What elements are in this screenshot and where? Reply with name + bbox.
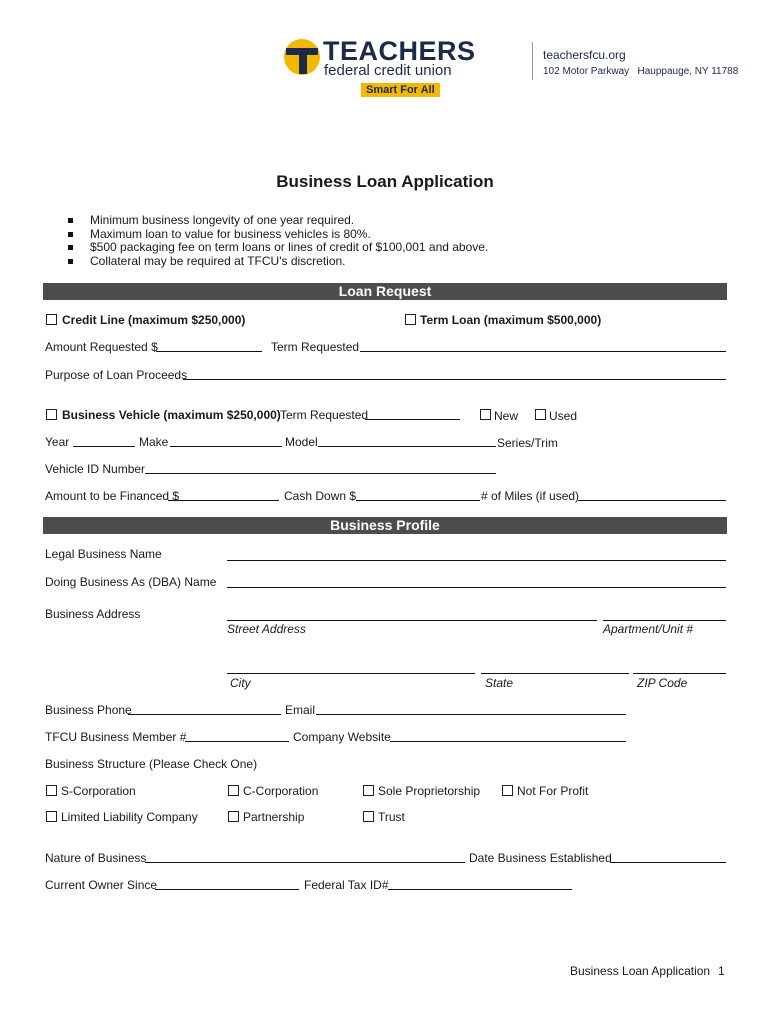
city-field[interactable] [227, 673, 475, 674]
c-corp-label: C-Corporation [243, 784, 319, 798]
used-label: Used [549, 409, 578, 423]
c-corp-checkbox[interactable] [228, 785, 239, 796]
amount-requested-label: Amount Requested $ [45, 340, 158, 354]
phone-field[interactable] [128, 714, 281, 715]
llc-label: Limited Liability Company [61, 810, 198, 824]
business-profile-heading: Business Profile [43, 517, 727, 534]
email-field[interactable] [316, 714, 626, 715]
state-field[interactable] [481, 673, 629, 674]
purpose-field[interactable] [183, 379, 726, 380]
legal-name-label: Legal Business Name [45, 547, 162, 561]
cash-down-label: Cash Down $ [284, 489, 357, 503]
series-label: Series/Trim [497, 436, 558, 450]
used-checkbox[interactable] [535, 409, 546, 420]
structure-label: Business Structure (Please Check One) [45, 757, 258, 771]
trust-label: Trust [378, 810, 405, 824]
owner-since-label: Current Owner Since [45, 878, 158, 892]
miles-field[interactable] [578, 500, 726, 501]
amount-financed-label: Amount to be Financed $ [45, 489, 180, 503]
model-field[interactable] [318, 446, 496, 447]
street-caption: Street Address [227, 622, 306, 636]
list-item: Collateral may be required at TFCU's discretion. [68, 255, 488, 269]
term-requested-field[interactable] [360, 351, 726, 352]
term-requested-label: Term Requested [271, 340, 360, 354]
page-title: Business Loan Application [276, 172, 494, 191]
miles-label: # of Miles (if used) [481, 489, 580, 503]
member-label: TFCU Business Member # [45, 730, 187, 744]
llc-checkbox[interactable] [46, 811, 57, 822]
address-label: Business Address [45, 607, 141, 621]
apt-field[interactable] [603, 620, 726, 621]
website-field[interactable] [390, 741, 626, 742]
sole-prop-label: Sole Proprietorship [378, 784, 481, 798]
header-address: 102 Motor Parkway Hauppauge, NY 11788 [543, 66, 739, 77]
vin-field[interactable] [145, 473, 496, 474]
page-number: 1 [718, 964, 725, 978]
state-caption: State [485, 676, 514, 690]
header-website: teachersfcu.org [543, 48, 626, 62]
zip-field[interactable] [633, 673, 726, 674]
dba-field[interactable] [227, 587, 726, 588]
date-est-label: Date Business Established [469, 851, 612, 865]
business-vehicle-label: Business Vehicle (maximum $250,000) [62, 408, 281, 422]
footer-label: Business Loan Application [570, 964, 711, 978]
website-label: Company Website [293, 730, 391, 744]
nfp-label: Not For Profit [517, 784, 589, 798]
list-item: Minimum business longevity of one year required. [68, 214, 488, 228]
logo-name: TEACHERS [323, 36, 476, 66]
year-field[interactable] [73, 446, 135, 447]
vin-label: Vehicle ID Number [45, 462, 146, 476]
new-label: New [494, 409, 519, 423]
amount-financed-field[interactable] [168, 500, 279, 501]
tax-id-field[interactable] [388, 889, 572, 890]
loan-request-heading: Loan Request [43, 283, 727, 300]
vehicle-term-field[interactable] [365, 419, 460, 420]
year-label: Year [45, 435, 70, 449]
partnership-checkbox[interactable] [228, 811, 239, 822]
apt-caption: Apartment/Unit # [603, 622, 694, 636]
zip-caption: ZIP Code [637, 676, 688, 690]
s-corp-label: S-Corporation [61, 784, 136, 798]
email-label: Email [285, 703, 316, 717]
purpose-label: Purpose of Loan Proceeds [45, 368, 188, 382]
term-loan-checkbox[interactable] [405, 314, 416, 325]
sole-prop-checkbox[interactable] [363, 785, 374, 796]
amount-requested-field[interactable] [156, 351, 262, 352]
date-est-field[interactable] [610, 862, 726, 863]
city-caption: City [230, 676, 251, 690]
header-divider [532, 42, 533, 80]
logo-sub: federal credit union [324, 62, 452, 79]
new-checkbox[interactable] [480, 409, 491, 420]
vehicle-term-label: Term Requested [280, 408, 369, 422]
requirements-list [68, 214, 488, 268]
logo-tagline: Smart For All [361, 83, 440, 97]
dba-label: Doing Business As (DBA) Name [45, 575, 217, 589]
nfp-checkbox[interactable] [502, 785, 513, 796]
owner-since-field[interactable] [155, 889, 299, 890]
list-item: Maximum loan to value for business vehicles is 80%. [68, 228, 488, 242]
street-field[interactable] [227, 620, 597, 621]
list-item: $500 packaging fee on term loans or lines of credit of $100,001 and above. [68, 241, 488, 255]
tax-id-label: Federal Tax ID# [304, 878, 389, 892]
nature-field[interactable] [145, 862, 465, 863]
credit-line-label: Credit Line (maximum $250,000) [62, 313, 246, 327]
phone-label: Business Phone [45, 703, 132, 717]
partnership-label: Partnership [243, 810, 305, 824]
business-vehicle-checkbox[interactable] [46, 409, 57, 420]
model-label: Model [285, 435, 318, 449]
make-field[interactable] [170, 446, 282, 447]
s-corp-checkbox[interactable] [46, 785, 57, 796]
teachers-logo-icon [282, 37, 322, 77]
make-label: Make [139, 435, 169, 449]
legal-name-field[interactable] [227, 560, 726, 561]
trust-checkbox[interactable] [363, 811, 374, 822]
nature-label: Nature of Business [45, 851, 147, 865]
cash-down-field[interactable] [356, 500, 480, 501]
member-field[interactable] [185, 741, 289, 742]
term-loan-label: Term Loan (maximum $500,000) [420, 313, 602, 327]
credit-line-checkbox[interactable] [46, 314, 57, 325]
